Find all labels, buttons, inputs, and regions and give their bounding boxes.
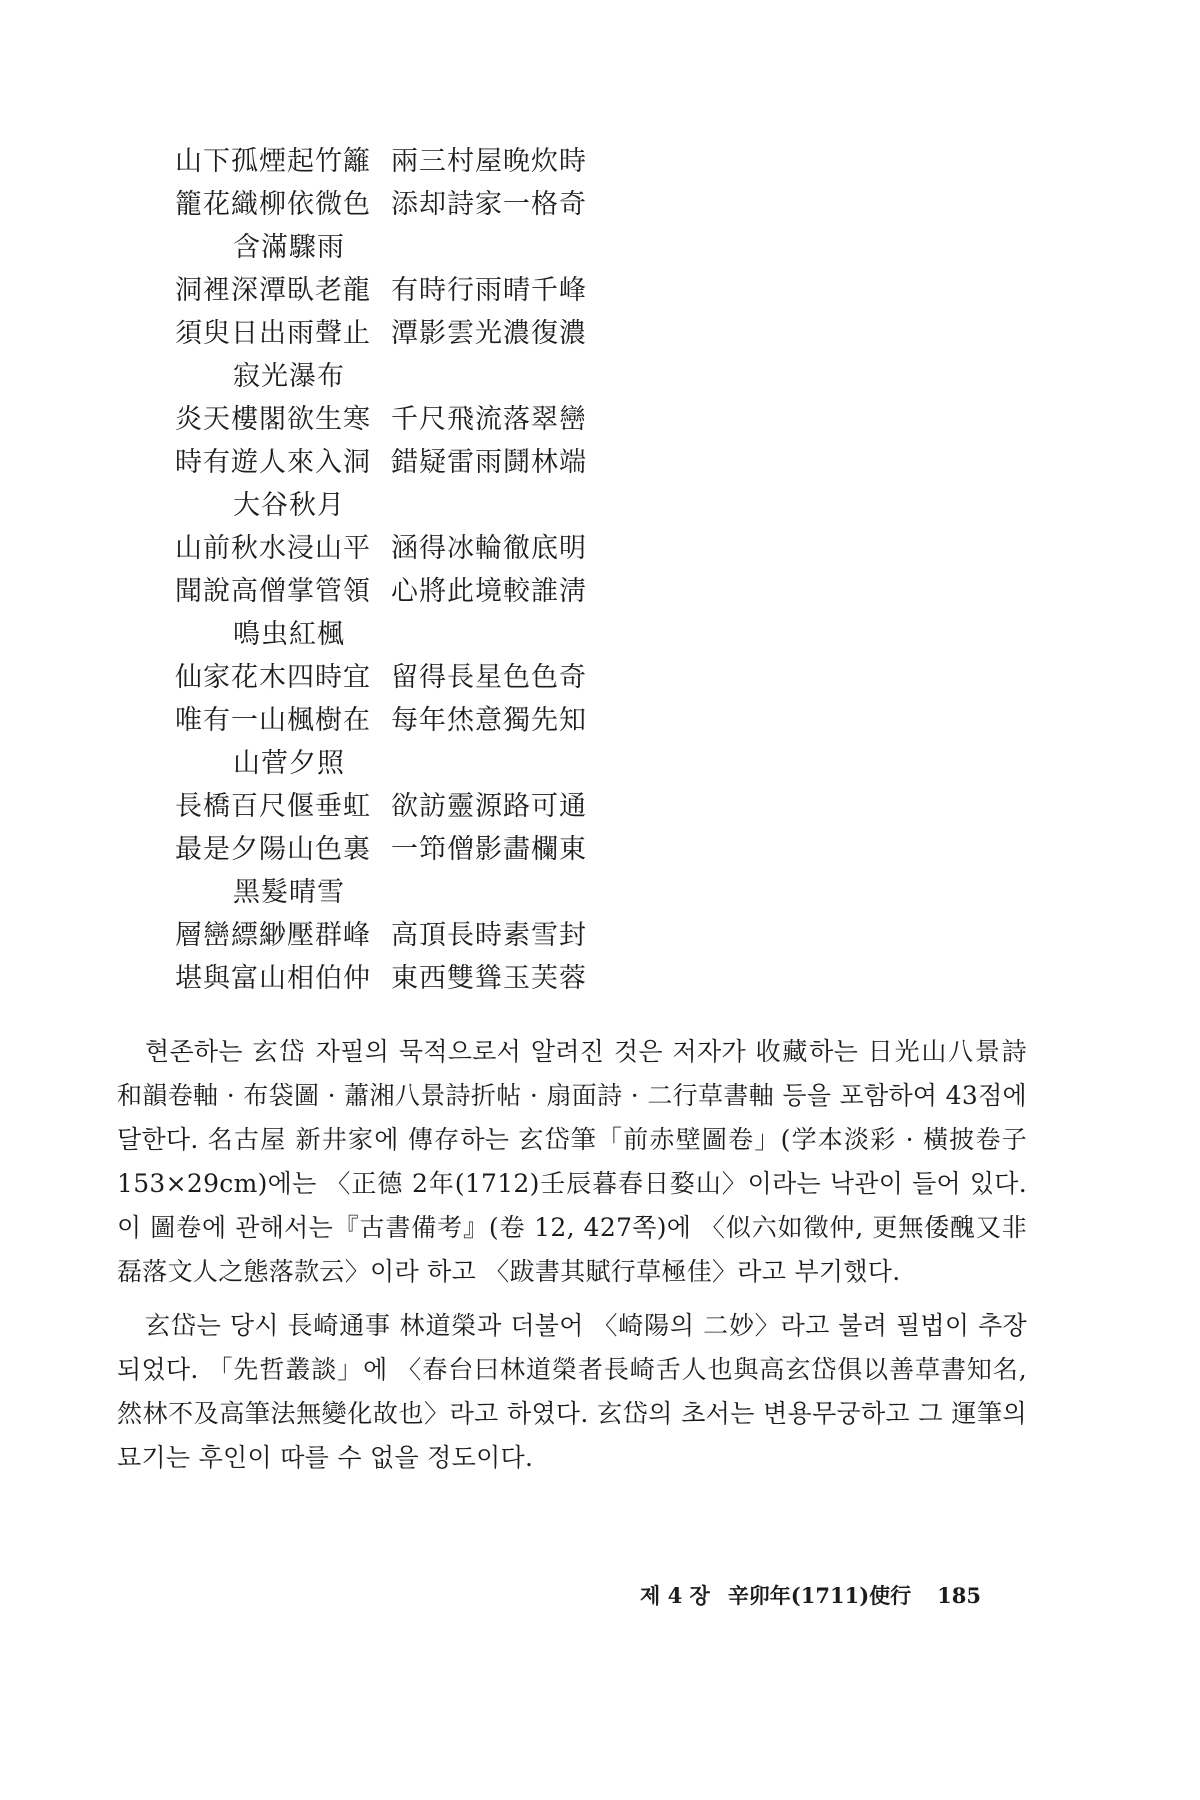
- verse-line: [175, 828, 635, 871]
- verse-second-half: 心將此境較誰淸: [391, 576, 587, 607]
- verse-line: [175, 398, 635, 441]
- verse-line: [175, 140, 635, 183]
- verse-second-half: 涵得冰輪徹底明: [391, 533, 587, 564]
- poem: [175, 226, 635, 355]
- body-text: [117, 1030, 1027, 1490]
- poem-title: 大谷秋月: [233, 490, 345, 521]
- poem-title: 黑髮晴雪: [233, 877, 345, 908]
- verse-second-half: 有時行雨晴千峰: [391, 275, 587, 306]
- verse-second-half: 兩三村屋晚炊時: [391, 146, 587, 177]
- verse-second-half: 千尺飛流落翠巒: [391, 404, 587, 435]
- verse-first-half: 山下孤煙起竹籬: [175, 146, 371, 177]
- verse-first-half: 洞裡深潭臥老龍: [175, 275, 371, 306]
- paragraph: 현존하는 玄岱 자필의 묵적으로서 알려진 것은 저자가 收藏하는 日光山八景詩和韻卷軸 · 布袋圖 · 蕭湘八景詩折帖 · 扇面詩 · 二行草書軸 등을 포함하여 43점에 달한다. 名古屋 新井家에 傳存하는 玄岱筆「前赤壁圖卷」(学本淡彩 · 橫披卷子 153×29cm)에는 〈正德 2年(1712)壬辰暮春日婺山〉이라는 낙관이 들어 있다. 이 圖卷에 관해서는『古書備考』(卷 12, 427쪽)에 〈似六如徵仲, 更無倭醜又非磊落文人之態落款云〉이라 하고 〈跋書其賦行草極佳〉라고 부기했다.: [117, 1037, 1027, 1286]
- verse-second-half: 錯疑雷雨鬪林端: [391, 447, 587, 478]
- poem-block: [175, 140, 635, 1000]
- verse-line: [175, 570, 635, 613]
- poem-title: 山菅夕照: [233, 748, 345, 779]
- verse-first-half: 炎天樓閣欲生寒: [175, 404, 371, 435]
- verse-first-half: 堪與富山相伯仲: [175, 963, 371, 994]
- verse-line: [175, 957, 635, 1000]
- running-footer: [640, 1580, 1000, 1610]
- verse-first-half: 山前秋水浸山平: [175, 533, 371, 564]
- verse-second-half: 一笻僧影畵欄東: [391, 834, 587, 865]
- verse-first-half: 籠花織柳依微色: [175, 189, 371, 220]
- verse-first-half: 須臾日出雨聲止: [175, 318, 371, 349]
- poem: [175, 484, 635, 613]
- verse-second-half: 每年烋意獨先知: [391, 705, 587, 736]
- verse-second-half: 留得長星色色奇: [391, 662, 587, 693]
- verse-second-half: 欲訪靈源路可通: [391, 791, 587, 822]
- section-title: 辛卯年(1711)使行: [727, 1583, 912, 1608]
- poem-title: 鳴虫紅楓: [233, 619, 345, 650]
- verse-first-half: 最是夕陽山色裏: [175, 834, 371, 865]
- verse-line: [175, 914, 635, 957]
- verse-first-half: 仙家花木四時宜: [175, 662, 371, 693]
- paragraph: 玄岱는 당시 長崎通事 林道榮과 더불어 〈崎陽의 二妙〉라고 불려 필법이 추장되었다. 「先哲叢談」에 〈春台曰林道榮者長崎舌人也與高玄岱俱以善草書知名, 然林不及高筆法無變化故也〉라고 하였다. 玄岱의 초서는 변용무궁하고 그 運筆의 묘기는 후인이 따를 수 없을 정도이다.: [117, 1311, 1027, 1472]
- poem-title: 寂光瀑布: [233, 361, 345, 392]
- page-number: 185: [937, 1583, 981, 1608]
- verse-line: [175, 699, 635, 742]
- verse-first-half: 長橋百尺偃垂虹: [175, 791, 371, 822]
- poem: [175, 742, 635, 871]
- verse-line: [175, 785, 635, 828]
- verse-second-half: 高頂長時素雪封: [391, 920, 587, 951]
- poem: [175, 613, 635, 742]
- verse-line: [175, 527, 635, 570]
- verse-first-half: 層巒縹緲壓群峰: [175, 920, 371, 951]
- chapter-label: 제 4 장: [640, 1583, 710, 1608]
- verse-line: [175, 312, 635, 355]
- verse-line: [175, 269, 635, 312]
- poem: [175, 140, 635, 226]
- verse-second-half: 添却詩家一格奇: [391, 189, 587, 220]
- verse-second-half: 潭影雲光濃復濃: [391, 318, 587, 349]
- poem: [175, 871, 635, 1000]
- verse-line: [175, 656, 635, 699]
- verse-line: [175, 441, 635, 484]
- verse-second-half: 東西雙聳玉芙蓉: [391, 963, 587, 994]
- verse-first-half: 時有遊人來入洞: [175, 447, 371, 478]
- poem-title: 含滿驟雨: [233, 232, 345, 263]
- verse-line: [175, 183, 635, 226]
- verse-first-half: 聞說高僧掌管領: [175, 576, 371, 607]
- poem: [175, 355, 635, 484]
- verse-first-half: 唯有一山楓樹在: [175, 705, 371, 736]
